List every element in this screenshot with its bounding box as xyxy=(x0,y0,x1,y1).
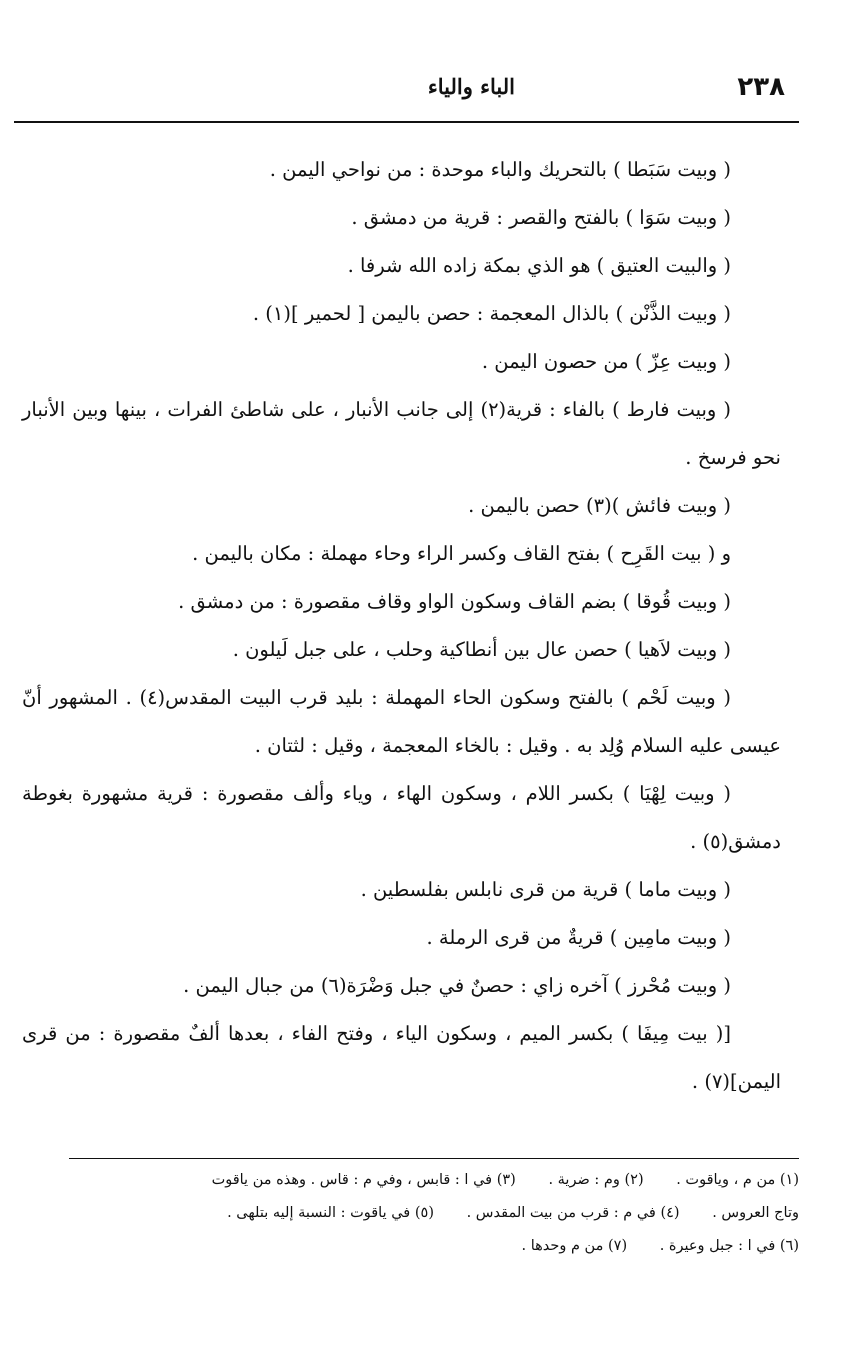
header-rule xyxy=(14,121,799,123)
footnote-4: (٤) في م : قرب من بيت المقدس . xyxy=(466,1205,680,1221)
entry-bayt-sawa: ( وبيت سَوَا ) بالفتح والقصر : قرية من دمشق . xyxy=(351,206,731,229)
footnote-6: (٦) في ا : جبل وعيرة . xyxy=(659,1238,799,1254)
footnote-2: (٢) وم : ضرية . xyxy=(548,1172,644,1188)
entry-bayt-lahiya: ( وبيت لاَهيا ) حصن عال بين أنطاكية وحلب ، على جبل لَيلون . xyxy=(232,638,731,661)
entry-bayt-mama: ( وبيت ماما ) قرية من قرى نابلس بفلسطين . xyxy=(360,878,731,901)
entry-bayt-quqa: ( وبيت قُوقا ) بضم القاف وسكون الواو وقاف مقصورة : من دمشق . xyxy=(178,590,731,613)
running-title: الباء والياء xyxy=(427,74,515,99)
entry-bayt-faish: ( وبيت فائش )(٣) حصن باليمن . xyxy=(468,494,731,517)
entry-bayt-izz: ( وبيت عِزّ ) من حصون اليمن . xyxy=(481,350,731,373)
footnote-7: (٧) من م وحدها . xyxy=(521,1238,628,1254)
footnote-1: (١) من م ، وياقوت . xyxy=(676,1172,799,1188)
footnote-line xyxy=(14,1197,799,1230)
entry-bayt-lihya: ( وبيت لِهْيَا ) بكسر اللام ، وسكون الهاء ، وياء وألف مقصورة : قرية مشهورة بغوطة دمشق(٥) . xyxy=(22,782,781,853)
entry-bayt-muhriz: ( وبيت مُحْرز ) آخره زاي : حصنٌ في جبل وَضْرَة(٦) من جبال اليمن . xyxy=(183,974,731,997)
entry-bayt-farit: ( وبيت فارط ) بالفاء : قرية(٢) إلى جانب الأنبار ، على شاطئ الفرات ، بينها وبين الأنبار نحو فرسخ . xyxy=(22,398,781,469)
footnote-line xyxy=(14,1230,799,1263)
entry-bayt-al-qarih: و ( بيت القَرِح ) بفتح القاف وكسر الراء وحاء مهملة : مكان باليمن . xyxy=(192,542,731,565)
running-head xyxy=(14,70,785,110)
entry-al-bayt-al-atiq: ( والبيت العتيق ) هو الذي بمكة زاده الله شرفا . xyxy=(347,254,731,277)
footnote-5: (٥) في ياقوت : النسبة إليه بتلهى . xyxy=(227,1205,434,1221)
footnote-3-cont: وتاج العروس . xyxy=(712,1205,799,1221)
main-text xyxy=(22,146,781,1106)
footnote-3: (٣) في ا : قابس ، وفي م : قاس . وهذه من ياقوت xyxy=(211,1172,516,1188)
entry-bayt-al-dhunun: ( وبيت الذَّنْن ) بالذال المعجمة : حصن باليمن [ لحمير ](١) . xyxy=(252,302,731,325)
entry-bayt-lahm: ( وبيت لَحْم ) بالفتح وسكون الحاء المهملة : بليد قرب البيت المقدس(٤) . المشهور أنّ عيسى عليه السلام وُلِد به . وقيل : بالخاء المعجمة ، وقيل : لثتان . xyxy=(22,686,781,757)
entry-bayt-sabata: ( وبيت سَبَطا ) بالتحريك والباء موحدة : من نواحي اليمن . xyxy=(269,158,731,181)
footnote-rule xyxy=(69,1158,799,1159)
footnote-line xyxy=(14,1164,799,1197)
entry-bayt-mifa: [( بيت مِيفَا ) بكسر الميم ، وسكون الياء ، وفتح الفاء ، بعدها ألفٌ مقصورة : من قرى اليمن](٧) . xyxy=(22,1022,781,1093)
footnotes xyxy=(14,1164,799,1263)
entry-bayt-mamin: ( وبيت مامِين ) قريةٌ من قرى الرملة . xyxy=(426,926,731,949)
page-number: ٢٣٨ xyxy=(737,72,785,102)
